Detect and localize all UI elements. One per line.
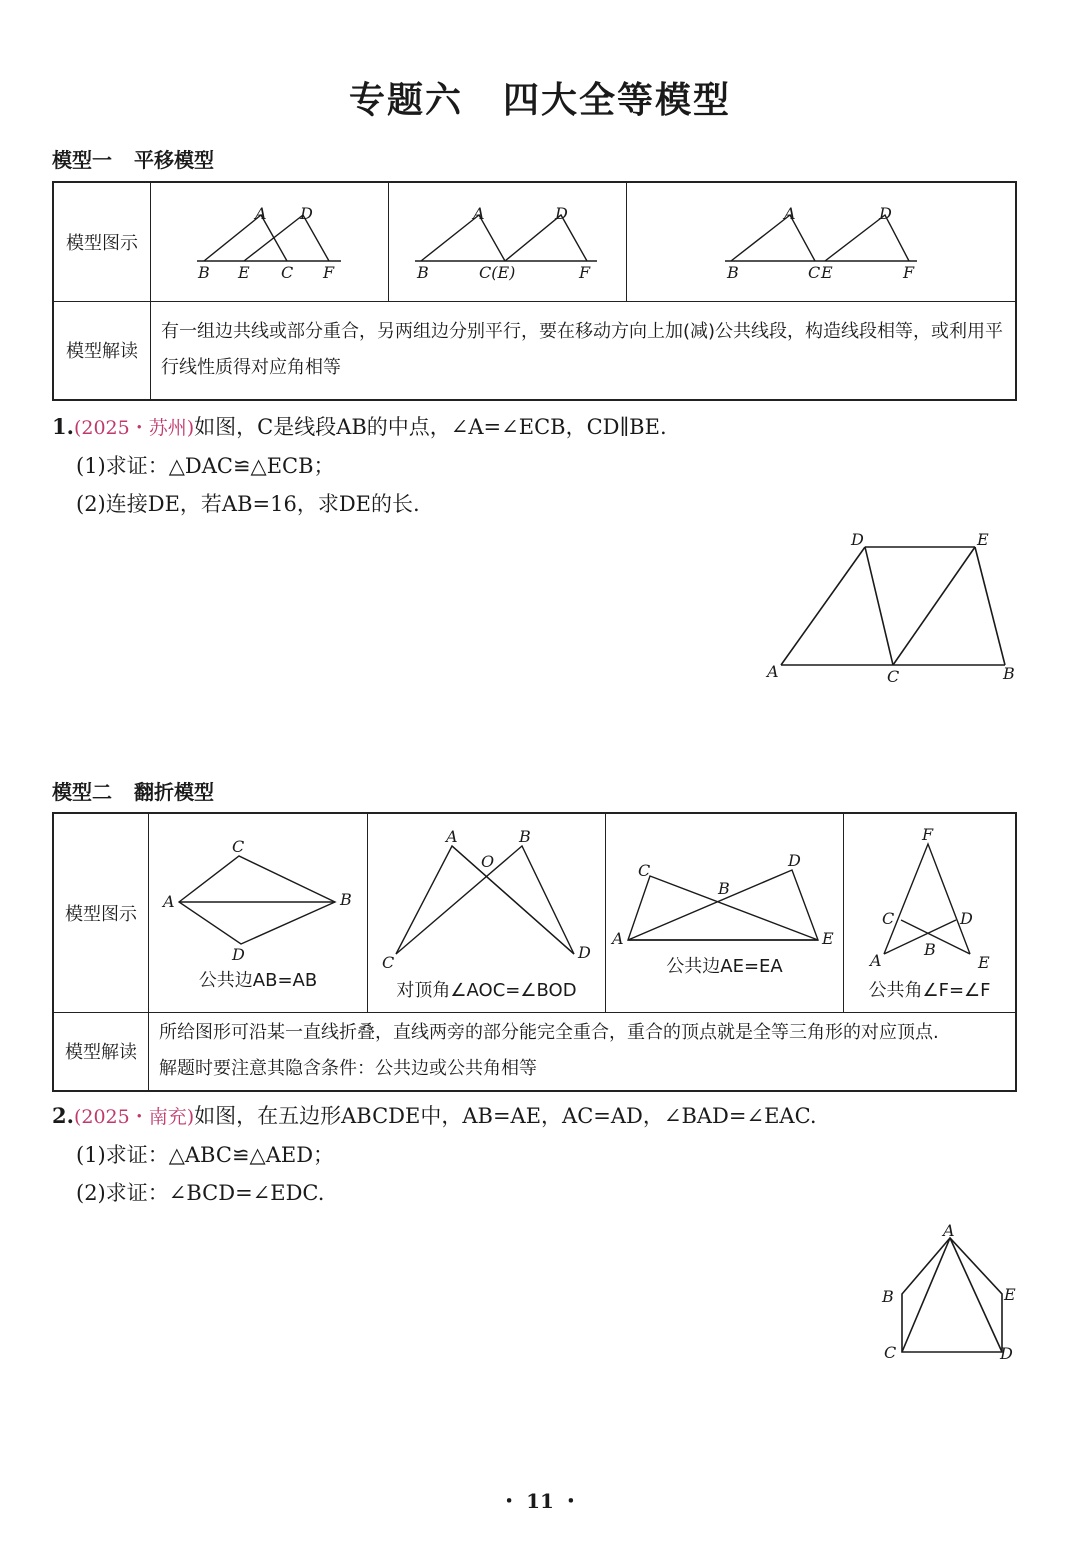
problem1 [52,408,1012,523]
p2-label-c: C [884,1343,897,1362]
p1-segment-dc [865,547,893,665]
p1-segment-ce [893,547,975,665]
m2f1-quadrilateral [179,856,335,944]
problem1-source: (2025・苏州) [73,417,195,439]
problem2-text: 如图，在五边形ABCDE中，AB=AE，AC=AD，∠BAD=∠EAC. [194,1104,817,1128]
problem1-number: 1. [52,414,74,439]
m2f4-label-c: C [882,909,895,928]
model2-explain-line1: 所给图形可沿某一直线折叠，直线两旁的部分能完全重合，重合的顶点就是全等三角形的对应顶点. [159,1022,939,1044]
problem2-q2: (2)求证：∠BCD=∠EDC. [76,1181,325,1205]
p1-segment-eb [975,547,1005,665]
m2f2-label-d: D [578,943,591,962]
problem2 [52,1097,1012,1212]
p2-label-d: D [1000,1344,1013,1363]
m2f1-label-b: B [340,890,352,909]
fig1-label-f: F [323,263,335,282]
model2-fig3-cell [606,813,844,1013]
model2-table [52,812,1017,1092]
m2f1-caption: 公共边AB=AB [198,970,318,991]
m2f1-label-d: D [232,945,245,964]
model1-table [52,181,1017,401]
model2-heading [52,776,214,805]
model2-fig1-cell [149,813,368,1013]
m2f4-sides-fa-fe [884,844,970,954]
p1-label-b: B [1003,664,1015,683]
problem2-figure [870,1218,1030,1378]
fig3-triangle-abc [731,215,815,261]
m2f4-label-e: E [978,953,990,972]
fig1-label-d: D [300,204,313,223]
model2-explain-rowhead: 模型解读 [53,1013,149,1091]
fig2-triangle-abc [421,215,505,261]
problem2-source: (2025・南充) [73,1106,195,1128]
model1-fig1-cell [151,182,389,302]
model1-heading-b: 平移模型 [134,148,214,172]
title-part1: 专题六 [348,80,463,121]
fig3-label-e: E [821,263,833,282]
model2-figure-rowhead: 模型图示 [53,813,149,1013]
model1-fig2 [389,183,626,301]
m2f4-caption: 公共角∠F=∠F [868,980,991,1001]
fig1-label-e: E [238,263,250,282]
p2-label-e: E [1004,1285,1016,1304]
m2f3-caption: 公共边AE=EA [666,956,783,977]
m2f1-label-c: C [232,837,245,856]
m2f3-label-a: A [612,929,624,948]
model1-fig3-cell [627,182,1017,302]
m2f2-caption: 对顶角∠AOC=∠BOD [396,980,577,1001]
fig1-label-c: C [281,263,294,282]
fig2-label-a: A [473,204,485,223]
title-part2: 四大全等模型 [503,80,732,121]
fig2-label-d: D [555,204,568,223]
p1-label-a: A [767,662,779,681]
fig1-label-b: B [198,263,210,282]
m2f3-label-d: D [788,851,801,870]
fig3-label-d: D [879,204,892,223]
model1-fig3 [627,183,1015,301]
p2-segment-ad [950,1238,1002,1352]
problem1-text: 如图，C是线段AB的中点，∠A=∠ECB，CD∥BE. [194,415,667,439]
p1-label-d: D [851,530,864,549]
fig3-label-c: C [808,263,821,282]
model1-heading [52,144,214,173]
m2f2-label-c: C [382,953,395,972]
model2-heading-b: 翻折模型 [134,780,214,804]
problem2-number: 2. [52,1103,74,1128]
m2f4-label-b: B [924,940,936,959]
page-title [0,72,1080,123]
p1-label-e: E [977,530,989,549]
m2f3-label-c: C [638,861,651,880]
p2-label-b: B [882,1287,894,1306]
page-number: ・ 11 ・ [499,1489,581,1513]
model1-fig1 [151,183,388,301]
p1-segment-ad [781,547,865,665]
m2f3-label-e: E [822,929,834,948]
model2-fig3 [606,814,843,1012]
p2-segment-ac [902,1238,950,1352]
fig3-label-a: A [784,204,796,223]
problem2-q1: (1)求证：△ABC≌△AED； [76,1143,335,1167]
p1-label-c: C [887,667,900,686]
problem1-q1: (1)求证：△DAC≌△ECB； [76,454,335,478]
problem1-q2: (2)连接DE，若AB=16，求DE的长. [76,492,420,516]
m2f2-label-b: B [519,827,531,846]
model1-fig2-cell [389,182,627,302]
problem1-figure [755,525,1030,695]
m2f2-label-a: A [446,827,458,846]
m2f4-label-d: D [960,909,973,928]
fig2-label-b: B [417,263,429,282]
m2f2-label-o: O [481,852,495,871]
model1-explain-rowhead: 模型解读 [53,302,151,400]
model1-heading-a: 模型一 [52,148,112,172]
m2f4-segment-ad [884,920,956,954]
p2-pentagon-abcde [902,1238,1002,1352]
fig3-triangle-def [825,215,909,261]
m2f4-label-a: A [870,951,882,970]
model2-heading-a: 模型二 [52,780,112,804]
problem2-stem [52,1097,1012,1136]
fig2-label-f: F [579,263,591,282]
model2-explain-line2: 解题时要注意其隐含条件：公共边或公共角相等 [159,1058,537,1080]
m2f4-label-f: F [922,825,934,844]
model2-fig4-cell [844,813,1017,1013]
model2-fig2-cell [368,813,606,1013]
fig3-label-b: B [727,263,739,282]
p2-label-a: A [943,1221,955,1240]
model1-explain-text: 有一组边共线或部分重合，另两组边分别平行，要在移动方向上加(减)公共线段，构造线段相等，或利用平行线性质得对应角相等 [151,302,1017,400]
m2f1-label-a: A [163,892,175,911]
m2f2-segment-ad [452,846,574,954]
problem1-stem [52,408,1012,447]
fig2-label-ce: C(E) [479,263,516,282]
model1-figure-rowhead: 模型图示 [53,182,151,302]
m2f3-label-b: B [718,879,730,898]
model2-explain [149,1013,1017,1091]
fig2-triangle-def [505,215,587,261]
fig1-label-a: A [255,204,267,223]
fig3-label-f: F [903,263,915,282]
